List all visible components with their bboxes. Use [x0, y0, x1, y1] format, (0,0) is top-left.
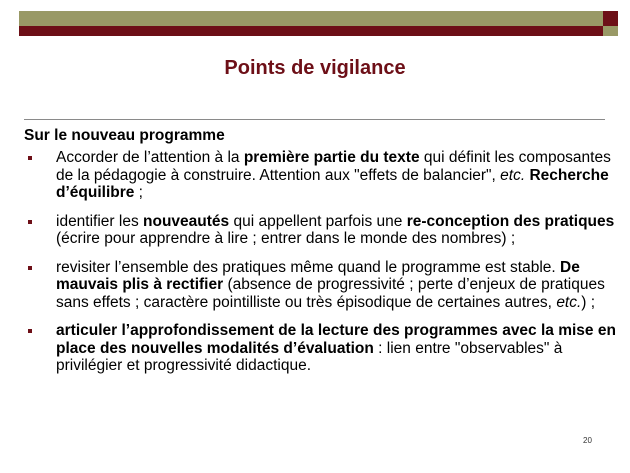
bullet-item	[24, 322, 620, 375]
bullet-square-icon	[28, 220, 32, 224]
bullet-square-icon	[28, 329, 32, 333]
header-band-olive	[19, 11, 603, 26]
bullet-square-icon	[28, 156, 32, 160]
bullet-list	[24, 149, 620, 386]
page-number: 20	[583, 436, 592, 445]
bullet-item	[24, 149, 620, 202]
bullet-item	[24, 213, 620, 248]
bullet-item	[24, 259, 620, 312]
bullet-text: Accorder de l’attention à la première partie du texte qui définit les composantes de la pédagogie à construire. Attention aux "effets de balancier", etc. Recherche d’équilibre ;	[56, 149, 611, 201]
header-band-maroon	[19, 26, 603, 36]
bullet-text: revisiter l’ensemble des pratiques même quand le programme est stable. De mauvais plis à rectifier (absence de progressivité ; perte d’enjeux de pratiques sans effets ; caractère pointilliste ou très épisodique de certaines autres, etc.) ;	[56, 258, 605, 311]
slide-title: Points de vigilance	[224, 57, 406, 79]
header-corner-olive	[603, 26, 618, 36]
title-divider	[24, 119, 605, 120]
bullet-text: articuler l’approfondissement de la lecture des programmes avec la mise en place des nouvelles modalités d’évaluation : lien entre "observables" à privilégier et progressivité didactique.	[56, 322, 616, 374]
bullet-square-icon	[28, 266, 32, 270]
bullet-text: identifier les nouveautés qui appellent parfois une re-conception des pratiques (écrire pour apprendre à lire ; entrer dans le monde des nombres) ;	[56, 212, 615, 247]
section-heading: Sur le nouveau programme	[24, 127, 225, 144]
header-corner-maroon	[603, 11, 618, 26]
